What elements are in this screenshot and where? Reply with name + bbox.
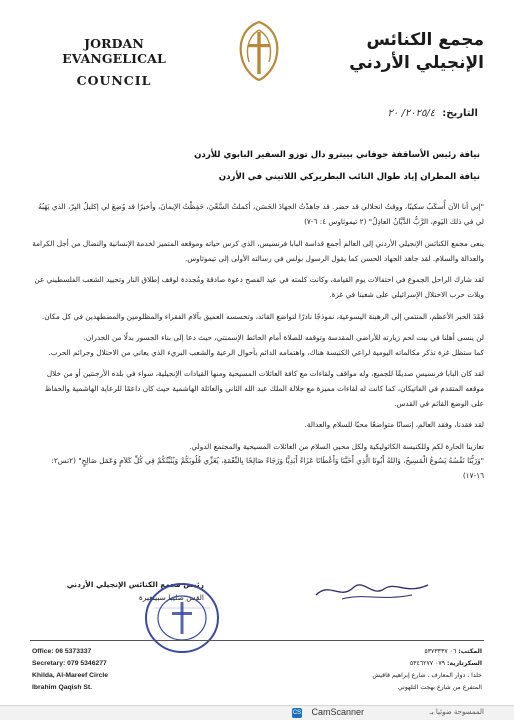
closing-verse: "وَرَبُّنَا نَفْسُهُ يَسُوعُ الْمَسِيحُ، وَاللهُ أَبُونَا الَّذِي أَحَبَّنَا وَأَعْطَانَا عَزَاءً أَبَدِيًّا وَرَجَاءً صَالِحًا بِالنِّعْمَةِ، يُعَزِّي قُلُوبَكُمْ وَيُثَبِّتُكُمْ فِي كُلِّ كَلاَمٍ وَعَمَل صَالِحٍ" (٢تس٢: ١٦-١٧) bbox=[51, 456, 484, 480]
paragraph: لقد كان البابا فرنسيس صديقًا للجميع، وله مواقف ولقاءات مع كافة العائلات المسيحية ومنها القيادات الإنجيلية، سواء في بلده الأرجنتين أو من خلال موقعه المتقدم في الفاتيكان، كما كانت له لقاءات مميزة مع جلالة الملك عبد الله الثاني والعائلة الهاشمية حيث كان داعمًا للرعاية الهاشمية والحفاظ على الوضع القائم في القدس. bbox=[44, 369, 484, 408]
scanner-watermark-bar bbox=[0, 705, 514, 720]
org-name-english-line2: COUNCIL bbox=[76, 73, 152, 88]
date-value: ٢٠٢٥/٤/ ٢٠ bbox=[387, 108, 436, 119]
scanner-subtitle: الممسوحة ضوئيا بـ bbox=[429, 708, 484, 716]
address-line-2-arabic: المتفرع من شارع بهجت التلهوني bbox=[397, 684, 482, 691]
scanner-brand: CamScanner bbox=[311, 707, 364, 717]
org-name-english-line1: JORDAN EVANGELICAL bbox=[62, 36, 166, 66]
secretary-phone: Secretary: 079 5346277 bbox=[32, 660, 107, 667]
paragraph: فَقَدَ الحبر الأعظم، المنتمي إلى الرهبنة اليسوعية، نموذجًا نادرًا لتواضع القائد، وتحسسه العميق بآلام الفقراء والمظلومين والمضطهدين في كل مكان. bbox=[41, 311, 484, 321]
paragraph: كما ستظل غزة تذكر مكالماته اليومية لراعي الكنيسة هناك، واهتمامه الدائم بأحوال الرعية والشعب البريء الذي يعاني من الاحتلال وجرائم الحرب. bbox=[48, 347, 484, 357]
paragraph: لقد شارك الراحل الجموع في احتفالات يوم القيامة، وكانت كلمته في عيد الفصح دعوة صادقة ومُجددة لوقف إطلاق النار وتحييد الشعب الفلسطيني عن ويلات حرب الاحتلال الإسرائيلي على شعبنا في غزة. bbox=[34, 275, 484, 299]
paragraph: ينعى مجمع الكنائس الإنجيلي الأردني إلى العالم أجمع قداسة البابا فرنسيس، الذي كرس حياته وموقعه المتميز لخدمة الإنسانية والنضال من أجل الكرامة والعدالة والسلام. لقد جاهد الجهاد الحسن كما يقول الرسول بولس في رسالته الأولى إلى تيموثاوس. bbox=[32, 239, 484, 263]
office-phone: Office: 06 5373337 bbox=[32, 648, 92, 655]
handwritten-signature bbox=[312, 575, 432, 605]
paragraph: لن ينسى أهلنا في بيت لحم زيارته للأراضي المقدسة وتوقفه للصلاة أمام الحائط الإسمنتي، حيث دعا إلى بناء الجسور بدلًا من الجدران. bbox=[83, 333, 484, 343]
council-logo-icon bbox=[231, 18, 287, 82]
addressee-line-2: نيافة المطران إياد طوال النائب البطريركي اللاتيني في الأردن bbox=[218, 172, 480, 182]
address-line-2: Ibrahim Qaqish St. bbox=[32, 684, 93, 691]
footer-divider bbox=[30, 640, 484, 641]
address-line-1-arabic: خلدا ، دوار المعارف ، شارع إبراهيم قاقيش bbox=[372, 672, 482, 679]
signatory-role: رئيس مجمع الكنائس الإنجيلي الأردني bbox=[66, 580, 204, 589]
org-name-english bbox=[44, 36, 184, 88]
footer-contact-arabic bbox=[282, 646, 482, 694]
org-name-arabic bbox=[304, 30, 484, 73]
letter-body bbox=[30, 200, 484, 491]
paragraph: لقد فقدنا، وفقد العالم، إنسانًا متواضعًا محبًا للسلام والعدالة. bbox=[304, 420, 484, 430]
org-name-arabic-line2: الإنجيلي الأردني bbox=[349, 53, 484, 73]
signatory-name: القس صليبا سبيتغيرة bbox=[138, 593, 204, 602]
letter-date bbox=[388, 108, 478, 119]
org-name-arabic-line1: مجمع الكنائس bbox=[366, 30, 484, 50]
office-phone-arabic: المكتب: ٠٦ ٥٣٧٣٣٣٧ bbox=[424, 648, 482, 655]
footer-contact-english bbox=[32, 646, 192, 694]
paragraph: تعازينا الحارة لكم وللكنيسة الكاثوليكية ولكل محبي السلام من العائلات المسيحية والمجتمع الدولي. bbox=[189, 441, 484, 451]
date-label: التاريخ: bbox=[442, 108, 478, 119]
camscanner-icon: CS bbox=[292, 710, 302, 716]
address-line-1: Khilda, Al-Mareef Circle bbox=[32, 672, 109, 679]
addressee-line-1: نيافة رئيس الأساقفة جوفاني بييترو دال توزو السفير البابوي للأردن bbox=[194, 150, 480, 160]
opening-quote: "إني أنا الآن أُسكَبُ سكيبًا، ووقتُ انحلالي قد حضر. قد جاهدْتُ الجهادَ الحَسَن، أكملتُ السَّعْيَ، حَفِظْتُ الإيمانَ، وأخيرًا قد وُضِعَ لي إكليلُ البِرّ، الذي يَهَبُهُ لي في ذلك اليَوم، الرَّبُّ الدَّيَّانُ العادِلُ" (٢ تيموثاوس ٤: ٦-٧) bbox=[38, 202, 484, 226]
secretary-phone-arabic: السكرتارية: ٠٧٩ ٥٣٤٦٢٧٧ bbox=[409, 660, 482, 667]
